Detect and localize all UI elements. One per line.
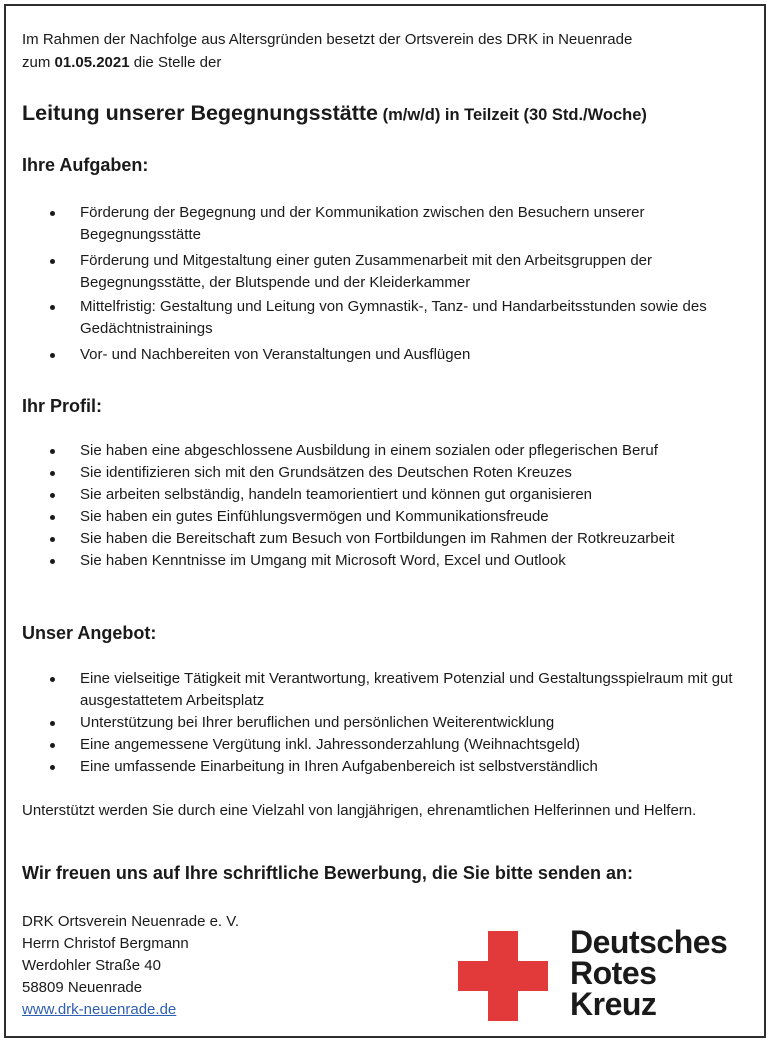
address-city: 58809 Neuenrade — [22, 979, 143, 996]
intro-line-1: Im Rahmen der Nachfolge aus Altersgründen besetzt der Ortsverein des DRK in Neuenrade — [22, 31, 633, 48]
list-item: Sie haben eine abgeschlossene Ausbildung in einem sozialen oder pflegerischen Beruf — [46, 440, 676, 462]
closing-statement: Wir freuen uns auf Ihre schriftliche Bewerbung, die Sie bitte senden an: — [22, 863, 633, 883]
list-item: Förderung der Begegnung und der Kommunikation zwischen den Besuchern unserer Begegnungsstätte — [46, 202, 758, 246]
list-item: Vor- und Nachbereiten von Veranstaltungen und Ausflügen — [46, 344, 758, 366]
website-link[interactable]: www.drk-neuenrade.de — [22, 1001, 177, 1018]
start-date: 01.05.2021 — [54, 54, 130, 71]
tasks-list — [46, 202, 758, 366]
address-org: DRK Ortsverein Neuenrade e. V. — [22, 913, 240, 930]
list-item: Eine vielseitige Tätigkeit mit Verantwortung, kreativem Potenzial und Gestaltungsspielraum mit gut ausgestattetem Arbeitsplatz — [46, 668, 758, 712]
profile-list — [46, 440, 676, 572]
red-cross-horizontal-bar — [458, 961, 548, 991]
drk-logo — [458, 924, 754, 1027]
list-item: Förderung und Mitgestaltung einer guten Zusammenarbeit mit den Arbeitsgruppen der Begegnungsstätte, der Blutspende und der Kleiderkammer — [46, 250, 758, 294]
list-item: Sie haben die Bereitschaft zum Besuch von Fortbildungen im Rahmen der Rotkreuzarbeit — [46, 528, 774, 550]
position-title — [22, 101, 647, 126]
logo-word: Deutsches — [570, 924, 728, 960]
list-item: Sie haben ein gutes Einfühlungsvermögen und Kommunikationsfreude — [46, 506, 774, 528]
list-item: Sie arbeiten selbständig, handeln teamorientiert und können gut organisieren — [46, 484, 774, 506]
intro-text — [22, 28, 742, 74]
list-item: Sie identifizieren sich mit den Grundsätzen des Deutschen Roten Kreuzes — [46, 462, 774, 484]
logo-wordmark — [570, 924, 728, 1022]
position-title-main: Leitung unserer Begegnungsstätte — [22, 101, 378, 125]
contact-address — [22, 911, 239, 1021]
offer-heading: Unser Angebot: — [22, 623, 157, 643]
list-item: Sie haben Kenntnisse im Umgang mit Microsoft Word, Excel und Outlook — [46, 550, 774, 572]
list-item: Eine angemessene Vergütung inkl. Jahressonderzahlung (Weihnachtsgeld) — [46, 734, 758, 756]
list-item: Mittelfristig: Gestaltung und Leitung von Gymnastik-, Tanz- und Handarbeitsstunden sowie des Gedächtnistrainings — [46, 296, 758, 340]
intro-line-2-suffix: die Stelle der — [129, 54, 222, 71]
tasks-heading: Ihre Aufgaben: — [22, 155, 149, 175]
list-item: Unterstützung bei Ihrer beruflichen und persönlichen Weiterentwicklung — [46, 712, 758, 734]
intro-line-2-prefix: zum — [22, 54, 55, 71]
address-contact: Herrn Christof Bergmann — [22, 935, 189, 952]
support-text: Unterstützt werden Sie durch eine Vielzahl von langjährigen, ehrenamtlichen Helferinnen und Helfern. — [22, 802, 697, 819]
address-street: Werdohler Straße 40 — [22, 957, 161, 974]
offer-list — [46, 668, 758, 778]
position-title-suffix: (m/w/d) in Teilzeit (30 Std./Woche) — [378, 106, 647, 124]
logo-word: Kreuz — [570, 986, 657, 1022]
list-item: Eine umfassende Einarbeitung in Ihren Aufgabenbereich ist selbstverständlich — [46, 756, 758, 778]
profile-heading: Ihr Profil: — [22, 396, 102, 416]
logo-word: Rotes — [570, 955, 657, 991]
